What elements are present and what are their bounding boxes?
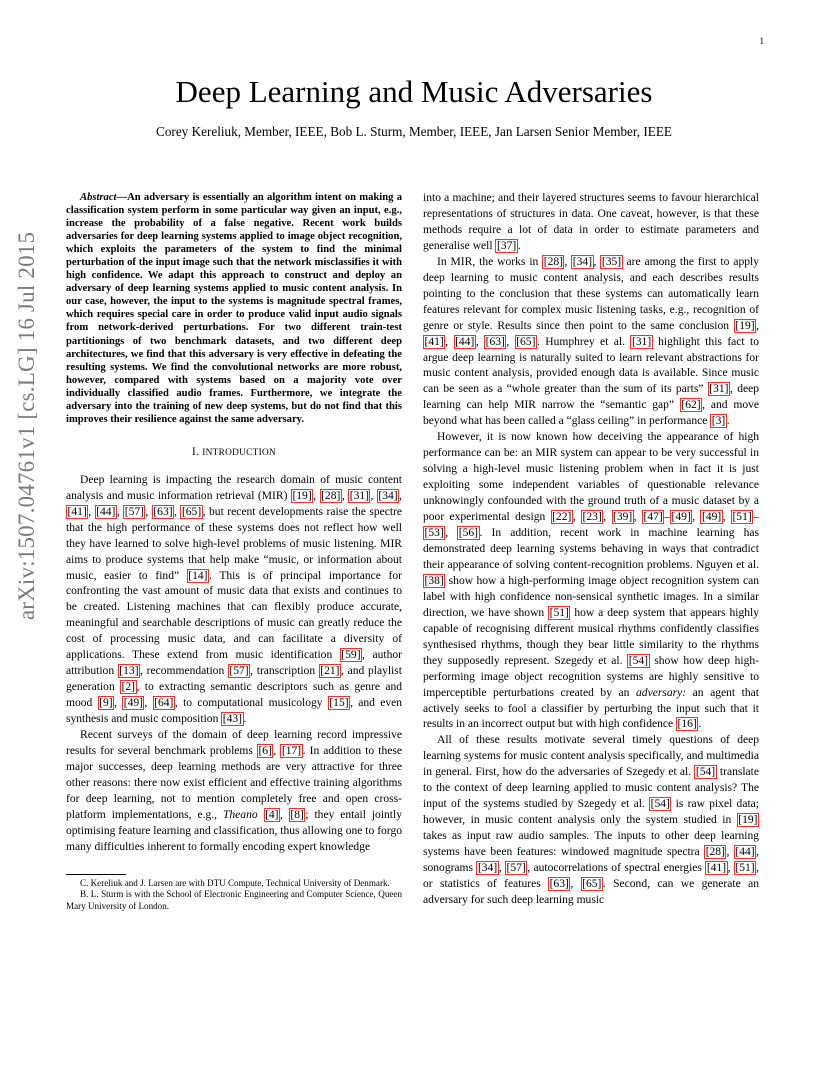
citation-link[interactable]: [65] xyxy=(582,877,602,890)
citation-link[interactable]: [2] xyxy=(121,681,136,694)
paper-title: Deep Learning and Music Adversaries xyxy=(175,74,653,109)
section-heading xyxy=(66,445,402,462)
citation-link[interactable]: [19] xyxy=(735,319,755,332)
citation-link[interactable]: [17] xyxy=(281,745,302,757)
author-list: Corey Kereliuk, Member, IEEE, Bob L. Sturm, Member, IEEE, Jan Larsen Senior Member, IEEE xyxy=(156,124,672,139)
citation-link[interactable]: [44] xyxy=(455,335,475,348)
citation-link[interactable]: [13] xyxy=(119,665,139,678)
citation-link[interactable]: [64] xyxy=(154,697,174,710)
citation-link[interactable]: [51] xyxy=(732,511,752,524)
citation-link[interactable]: [57] xyxy=(506,862,526,875)
citation-link[interactable]: [51] xyxy=(735,862,755,875)
citation-link[interactable]: [49] xyxy=(701,511,722,524)
citation-link[interactable]: [51] xyxy=(549,606,569,619)
abstract xyxy=(66,191,402,426)
citation-link[interactable]: [41] xyxy=(67,505,87,518)
abstract-label: Abstract xyxy=(80,192,117,203)
citation-link[interactable]: [65] xyxy=(181,505,202,518)
citation-link[interactable]: [63] xyxy=(485,335,505,348)
footnote-affiliation-1: C. Kereliuk and J. Larsen are with DTU Compute, Technical University of Denmark. xyxy=(80,877,390,888)
citation-link[interactable]: [62] xyxy=(681,399,701,412)
citation-link[interactable]: [57] xyxy=(124,505,144,518)
citation-link[interactable]: [22] xyxy=(552,511,572,524)
arxiv-identifier: arXiv:1507.04761v1 [cs.LG] 16 Jul 2015 xyxy=(14,231,39,621)
citation-link[interactable]: [43] xyxy=(222,713,242,726)
citation-link[interactable]: [47] xyxy=(643,511,663,524)
citation-link[interactable]: [65] xyxy=(516,335,536,348)
citation-link[interactable]: [44] xyxy=(96,505,116,518)
citation-link[interactable]: [31] xyxy=(631,335,652,348)
citation-link[interactable]: [3] xyxy=(711,415,726,428)
emphasis: adversary: xyxy=(636,686,687,699)
citation-link[interactable]: [49] xyxy=(123,697,143,710)
citation-link[interactable]: [31] xyxy=(709,383,729,396)
citation-link[interactable]: [34] xyxy=(477,862,498,875)
right-paragraph-4: All of these results motivate several timely questions of deep learning systems for music content analysis specifically, and multimedia in general. First, how do the adversaries of Szegedy et al. [54] translate to the context of deep learning applied to music content analysis? The input of the systems studied by Szegedy et al. [54] is raw pixel data; however, in music content analysis only the system studied in [19] takes as input raw audio samples. The inputs to other deep learning systems have been features: windowed magnitude spectra [28] , [44] , sonograms [34] , [57] , autocorrelations of spectral energies [41] , [51] , or statistics of features [63] , [65] . Second, can we generate an adversary for such deep learning music xyxy=(423,734,759,906)
citation-link[interactable]: [38] xyxy=(424,574,444,587)
right-paragraph-1: into a machine; and their layered structures seems to favour hierarchical representations of structures in data. One caveat, however, is that these methods require a lot of data in order to estimate parameters and generalise well [37] . xyxy=(423,192,759,252)
citation-link[interactable]: [21] xyxy=(320,665,340,678)
section-title: INTRODUCTION xyxy=(202,447,277,458)
section-number: I. xyxy=(191,445,200,458)
page-number: 1 xyxy=(759,36,764,46)
citation-link[interactable]: [63] xyxy=(153,505,173,518)
intro-paragraph-1: Deep learning is impacting the research domain of music content analysis and music information retrieval (MIR) [19] , [28] , [31] , [34] , [41] , [44] , [57] , [63] , [65] , but recent developments raise the spectre that the high performance of these systems does not reflect how well they have learned to solve high-level problems of music listening. MIR aims to produce systems that help make “music, or information about music, easier to find” [14] . This is of principal importance for confronting the vast amount of music data that exists and continues to be created. Listening machines that can flexibly produce accurate, meaningful and searchable descriptions of music can greatly reduce the cost of processing music data, and can facilitate a diversity of applications. These extend from music identification [59] , author attribution [13] , recommendation [57] , transcription [21] , and playlist generation [2] , to extracting semantic descriptors such as genre and mood [9] , [49] , [64] , to computational musicology [15] , and even synthesis and music composition [43] . xyxy=(66,473,403,726)
citation-link[interactable]: [63] xyxy=(549,877,569,890)
citation-link[interactable]: [39] xyxy=(613,511,633,524)
right-paragraph-3: However, it is now known how deceiving the appearance of high performance can be: an MIR system can appear to be very successful in solving a high-level music listening problem when in fact it is just exploiting some independent variables of questionable relevance unknowingly confounded with the ground truth of a music dataset by a poor experimental design [22] , [23] , [39] , [47] – [49] , [49] , [51] –[53] , [56] . In addition, recent work in machine learning has demonstrated deep learning systems behaving in ways that contradict their appearance of solving content-recognition problems. Nguyen et al. [38] show how a high-performing image object recognition system can label with high confidence non-sensical synthetic images. In a similar direction, we have shown [51] how a deep system that appears highly capable of recognising different musical rhythms confidently classifies synthesised rhythms, though they bear little similarity to the rhythms they supposedly represent. Szegedy et al. [54] show how deep high-performing image object recognition systems are highly sensitive to imperceptible perturbations created by an adversary: an agent that actively seeks to fool a classifier by perturbing the input such that it results in an incorrect output but with high confidence [16] . xyxy=(423,431,759,731)
right-column xyxy=(423,191,759,909)
emphasis: Theano xyxy=(222,808,258,821)
citation-link[interactable]: [41] xyxy=(706,862,727,875)
citation-link[interactable]: [19] xyxy=(292,489,312,502)
citation-link[interactable]: [35] xyxy=(601,255,622,268)
abstract-text: —An adversary is essentially an algorithm intent on making a classification system perform in some particular way given an input, e.g., increase the probability of a false negative. Recent work builds adversaries for deep learning systems applied to image object recognition, which exploits the parameters of the system to find the minimal perturbation of the input image such that the network misclassifies it with high confidence. We adapt this approach to construct and deploy an adversary of deep learning systems applied to music content analysis. In our case, however, the input to the systems is magnitude spectral frames, which requires special care in order to produce valid input audio signals from network-derived perturbations. For two different train-test partitionings of two benchmark datasets, and two different deep architectures, we find that this adversary is very effective in defeating the resulting systems. We find the convolutional networks are more robust, however, compared with systems based on a majority vote over individually classified audio frames. Furthermore, we integrate the adversary into the training of new deep systems, but do not find that this improves their resilience against the same adversary. xyxy=(66,192,402,425)
footnote-rule xyxy=(66,874,126,875)
citation-link[interactable]: [54] xyxy=(650,798,670,811)
citation-link[interactable]: [31] xyxy=(349,489,369,502)
footnote-affiliation-2: B. L. Sturm is with the School of Electronic Engineering and Computer Science, Queen Mary University of London. xyxy=(66,889,402,912)
citation-link[interactable]: [54] xyxy=(628,654,649,667)
citation-link[interactable]: [56] xyxy=(458,527,479,540)
citation-link[interactable]: [41] xyxy=(424,335,444,348)
citation-link[interactable]: [9] xyxy=(99,697,113,710)
citation-link[interactable]: [53] xyxy=(424,527,444,540)
citation-link[interactable]: [28] xyxy=(543,255,563,268)
citation-link[interactable]: [57] xyxy=(229,665,249,678)
left-column xyxy=(66,191,402,913)
citation-link[interactable]: [54] xyxy=(695,766,716,779)
citation-link[interactable]: [44] xyxy=(735,846,755,859)
citation-link[interactable]: [59] xyxy=(341,649,361,662)
citation-link[interactable]: [49] xyxy=(671,511,691,524)
citation-link[interactable]: [6] xyxy=(258,745,272,757)
citation-link[interactable]: [8] xyxy=(290,808,304,821)
arxiv-sidebar xyxy=(10,96,44,756)
citation-link[interactable]: [4] xyxy=(265,808,279,821)
intro-paragraph-2: Recent surveys of the domain of deep learning record impressive results for several benchmark problems [6] , [17] . In addition to these major successes, deep learning methods are very attractive for three other reasons: there now exist efficient and effective training algorithms for deep learning, not to mention completely free and open cross-platform implementations, e.g., Theano [4] , [8] ; they entail jointly optimising feature learning and classification, thus allowing one to forgo many difficulties inherent to formally encoding expert knowledge xyxy=(66,729,403,853)
citation-link[interactable]: [15] xyxy=(329,697,349,710)
citation-link[interactable]: [34] xyxy=(378,489,398,502)
citation-link[interactable]: [37] xyxy=(496,239,517,252)
citation-link[interactable]: [14] xyxy=(188,569,208,582)
citation-link[interactable]: [28] xyxy=(705,846,725,859)
citation-link[interactable]: [16] xyxy=(677,718,697,731)
citation-link[interactable]: [28] xyxy=(321,489,341,502)
citation-link[interactable]: [19] xyxy=(738,814,758,827)
citation-link[interactable]: [34] xyxy=(572,255,593,268)
citation-link[interactable]: [23] xyxy=(582,511,602,524)
right-paragraph-2: In MIR, the works in [28] , [34] , [35] are among the first to apply deep learning to music content analysis, and each describes results pointing to the conclusion that these systems can automatically learn features relevant for complex music listening tasks, e.g., recognition of genre or style. Results since then point to the same conclusion [19] , [41] , [44] , [63] , [65] . Humphrey et al. [31] highlight this fact to argue deep learning is naturally suited to learn relevant abstractions for music content analysis, provided enough data is available. Since music can be seen as a “whole greater than the sum of its parts” [31] , deep learning can help MIR narrow the “semantic gap” [62] , and move beyond what has been called a “glass ceiling” in performance [3] . xyxy=(423,255,760,428)
